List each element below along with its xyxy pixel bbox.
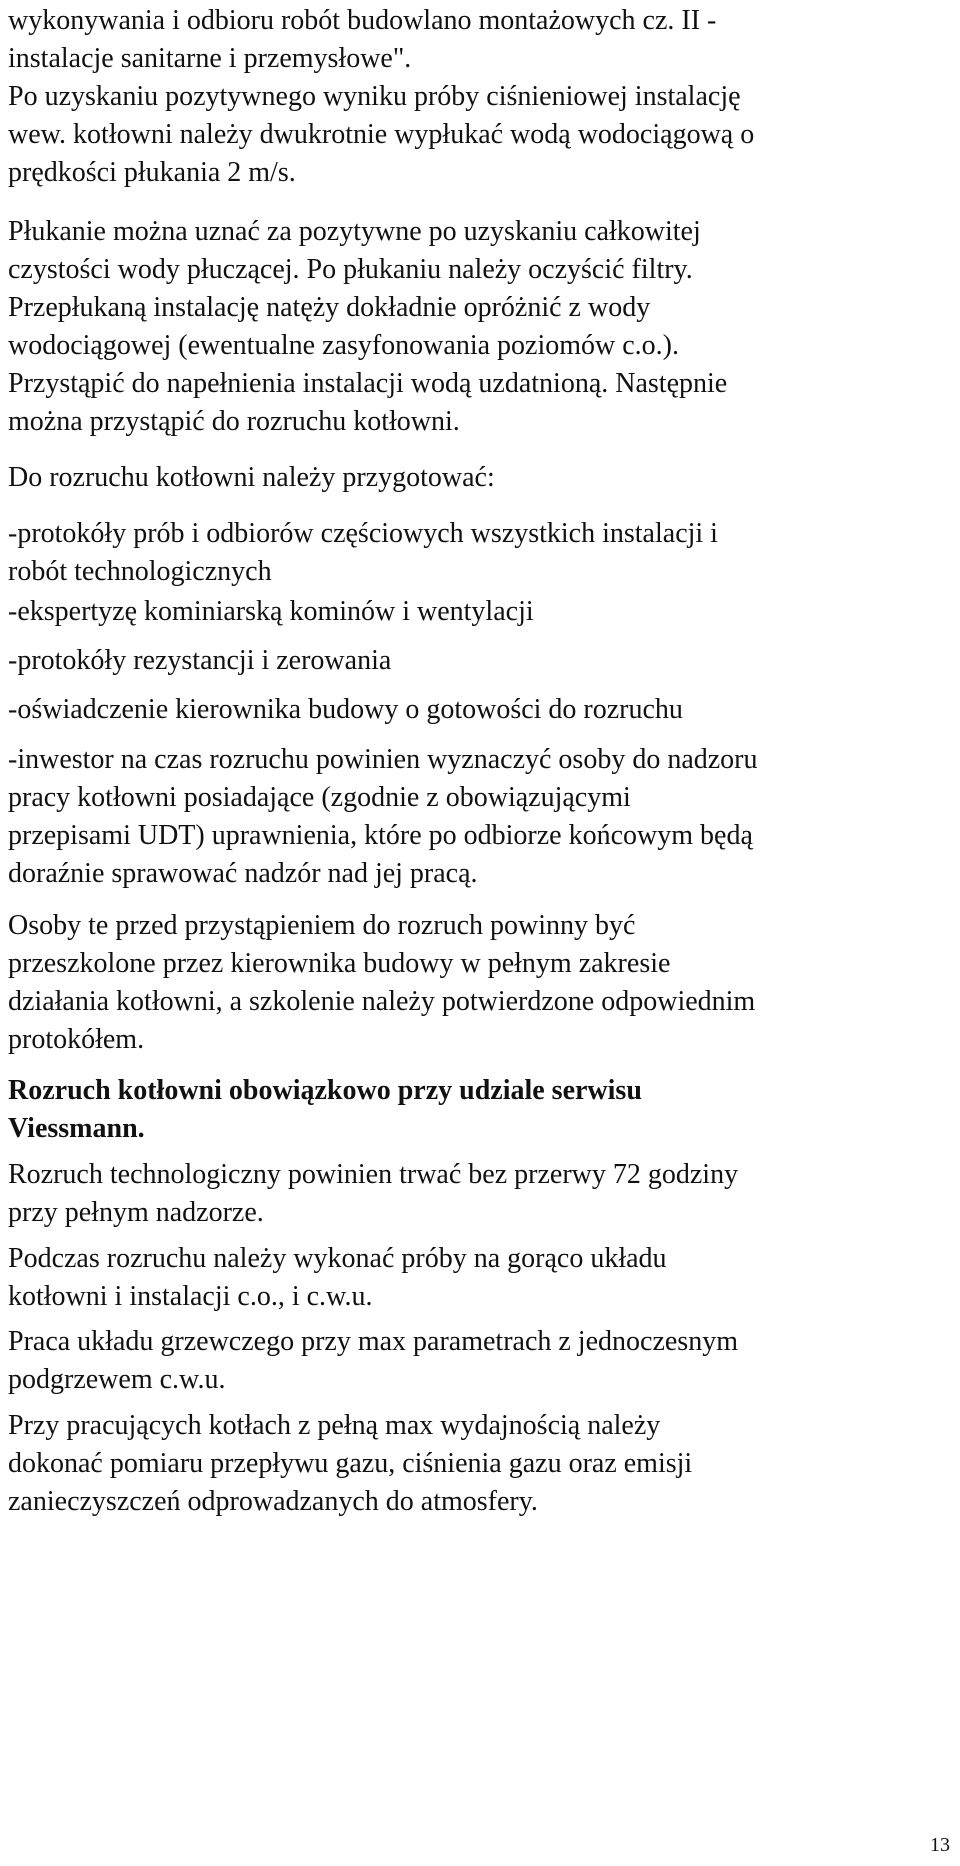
paragraph-standard-reference: wykonywania i odbioru robót budowlano montażowych cz. II - instalacje sanitarne i przemysłowe". [8,5,717,74]
paragraph-hot-tests: Podczas rozruchu należy wykonać próby na gorąco układu kotłowni i instalacji c.o., i c.w.u. [8,1243,667,1312]
page-number: 13 [930,1834,950,1856]
paragraph-gas-measurements: Przy pracujących kotłach z pełną max wydajnością należy dokonać pomiaru przepływu gazu, ciśnienia gazu oraz emisji zanieczyszczeń odprowadzanych do atmosfery. [8,1410,693,1517]
paragraph-heating-operation: Praca układu grzewczego przy max parametrach z jednoczesnym podgrzewem c.w.u. [8,1326,738,1395]
list-item-investor-supervision: -inwestor na czas rozruchu powinien wyznaczyć osoby do nadzoru pracy kotłowni posiadające (zgodnie z obowiązującymi przepisami UDT) uprawnienia, które po odbiorze końcowym będą doraźnie sprawować nadzór nad jej pracą. [8,744,758,889]
paragraph-viessmann-service: Rozruch kotłowni obowiązkowo przy udziale serwisu Viessmann. [8,1075,642,1144]
paragraph-startup-preparation-heading: Do rozruchu kotłowni należy przygotować: [8,462,495,493]
paragraph-flushing-procedure: Płukanie można uznać za pozytywne po uzyskaniu całkowitej czystości wody płuczącej. Po płukaniu należy oczyścić filtry. Przepłukaną instalację natęży dokładnie opróżnić z wody wodociągowej (ewentualne zasyfonowania poziomów c.o.). Przystąpić do napełnienia instalacji wodą uzdatnioną. Następnie można przystąpić do rozruchu kotłowni. [8,216,728,437]
paragraph-startup-duration: Rozruch technologiczny powinien trwać bez przerwy 72 godziny przy pełnym nadzorze. [8,1159,739,1228]
paragraph-personnel-training: Osoby te przed przystąpieniem do rozruch powinny być przeszkolone przez kierownika budowy w pełnym zakresie działania kotłowni, a szkolenie należy potwierdzone odpowiednim protokółem. [8,910,756,1055]
list-item-test-protocols: -protokóły prób i odbiorów częściowych wszystkich instalacji i robót technologicznych [8,518,718,587]
list-item-chimney-expertise: -ekspertyzę kominiarską kominów i wentylacji [8,596,534,627]
list-item-resistance-protocols: -protokóły rezystancji i zerowania [8,645,392,676]
paragraph-flushing-requirement: Po uzyskaniu pozytywnego wyniku próby ciśnieniowej instalację wew. kotłowni należy dwukrotnie wypłukać wodą wodociągową o prędkości płukania 2 m/s. [8,81,755,188]
list-item-site-manager-statement: -oświadczenie kierownika budowy o gotowości do rozruchu [8,694,683,725]
